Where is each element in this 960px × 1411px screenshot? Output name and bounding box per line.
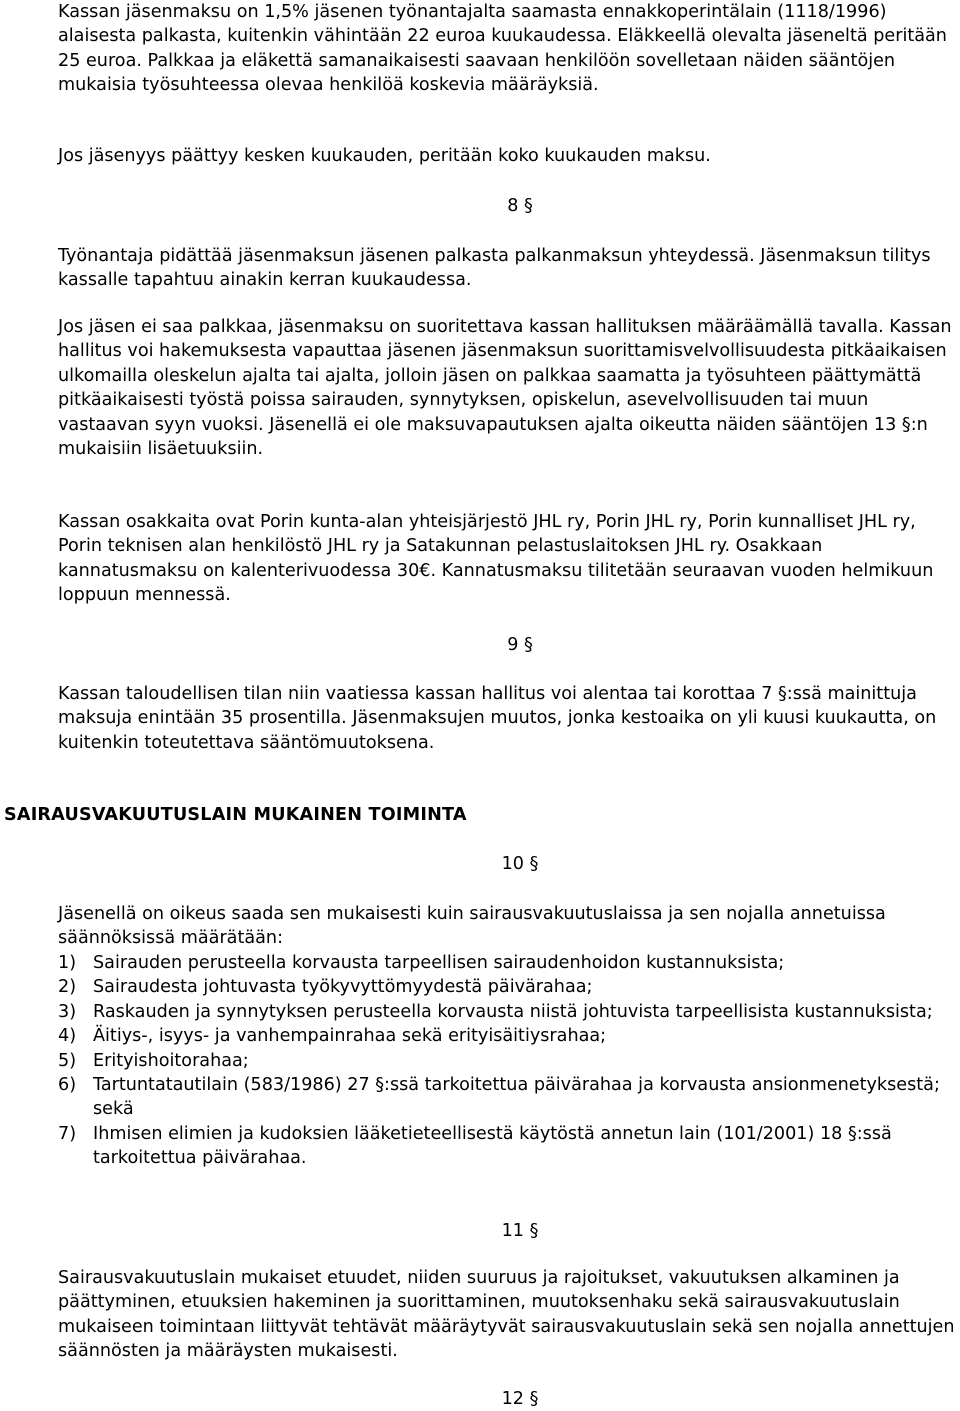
section-heading-11: 11 § — [501, 1221, 539, 1241]
list-item — [58, 951, 958, 975]
paragraph-shareholders: Kassan osakkaita ovat Porin kunta-alan yhteisjärjestö JHL ry, Porin JHL ry, Porin kunnalliset JHL ry, Porin teknisen alan henkilöstö JHL ry ja Satakunnan pelastuslaitoksen JHL ry. Osakkaan kannatusmaksu on kalenterivuodessa 30€. Kannatusmaksu tilitetään seuraavan vuoden helmikuun loppuun mennessä. — [58, 512, 934, 606]
list-item-text: Ihmisen elimien ja kudoksien lääketieteellisestä käytöstä annetun lain (101/2001) 18 §:ssä tarkoitettua päivärahaa. — [93, 1123, 892, 1169]
paragraph-benefits-law: Sairausvakuutuslain mukaiset etuudet, niiden suuruus ja rajoitukset, vakuutuksen alkaminen ja päättyminen, etuuksien hakeminen ja suorittaminen, muutoksenhaku sekä sairausvakuutuslain mukaiseen toimintaan liittyvät tehtävät määräytyvät sairausvakuutuslain sekä sen nojalla annettujen säännösten ja määräysten mukaisesti. — [58, 1268, 955, 1362]
list-item-number: 1) — [58, 953, 77, 973]
list-item-number: 2) — [58, 977, 77, 998]
paragraph-member-rights: Jäsenellä on oikeus saada sen mukaisesti kuin sairausvakuutuslaissa ja sen nojalla annetuissa säännöksissä määrätään: — [58, 904, 886, 949]
list-item-text: Raskauden ja synnytyksen perusteella korvausta niistä johtuvista tarpeellisista kustannuksista; — [93, 1001, 933, 1022]
section-heading-12: 12 § — [501, 1389, 539, 1409]
list-item-text: Äitiys-, isyys- ja vanhempainrahaa sekä erityisäitiysrahaa; — [93, 1026, 607, 1047]
paragraph-fee-adjustment: Kassan taloudellisen tilan niin vaatiessa kassan hallitus voi alentaa tai korottaa 7 §:ssä mainittuja maksuja enintään 35 prosentilla. Jäsenmaksujen muutos, jonka kestoaika on yli kuusi kuukautta, on kuitenkin toteutettava sääntömuutoksena. — [58, 684, 937, 753]
section-title: SAIRAUSVAKUUTUSLAIN MUKAINEN TOIMINTA — [4, 805, 467, 825]
list-item-number: 4) — [58, 1026, 77, 1047]
list-item — [58, 975, 958, 999]
list-item-number: 6) — [58, 1075, 77, 1096]
list-item — [58, 1049, 958, 1073]
list-item — [58, 1000, 958, 1024]
section-heading-9: 9 § — [507, 635, 533, 655]
list-item — [58, 1122, 958, 1171]
list-item-text: Sairauden perusteella korvausta tarpeellisen sairaudenhoidon kustannuksista; — [93, 953, 785, 973]
section-heading-10: 10 § — [501, 854, 539, 874]
list-item — [58, 1024, 958, 1048]
list-item-number: 5) — [58, 1050, 77, 1071]
list-item — [58, 1073, 958, 1122]
benefits-list — [58, 951, 958, 1171]
list-item-number: 7) — [58, 1123, 77, 1144]
list-item-text: Sairaudesta johtuvasta työkyvyttömyydestä päivärahaa; — [93, 977, 593, 998]
section-heading-8: 8 § — [507, 196, 533, 216]
paragraph-membership-end: Jos jäsenyys päättyy kesken kuukauden, peritään koko kuukauden maksu. — [58, 146, 711, 166]
paragraph-fee-exemption: Jos jäsen ei saa palkkaa, jäsenmaksu on suoritettava kassan hallituksen määräämällä tavalla. Kassan hallitus voi hakemuksesta vapauttaa jäsenen jäsenmaksun suorittamisvelvollisuudesta pitkäaikaisen ulkomailla oleskelun ajalta tai ajalta, jolloin jäsen on palkkaa saamatta ja työsuhteen päättymättä pitkäaikaisesti työstä poissa sairauden, synnytyksen, opiskelun, asevelvollisuuden tai muun vastaavan syyn vuoksi. Jäsenellä ei ole maksuvapautuksen ajalta oikeutta näiden sääntöjen 13 §:n mukaisiin lisäetuuksiin. — [58, 317, 952, 460]
list-item-text: Erityishoitorahaa; — [93, 1050, 249, 1071]
list-item-text: Tartuntatautilain (583/1986) 27 §:ssä tarkoitettua päivärahaa ja korvausta ansionmenetyksestä; sekä — [93, 1075, 940, 1120]
paragraph-membership-fee: Kassan jäsenmaksu on 1,5% jäsenen työnantajalta saamasta ennakkoperintälain (1118/1996) alaisesta palkasta, kuitenkin vähintään 22 euroa kuukaudessa. Eläkkeellä olevalta jäseneltä peritään 25 euroa. Palkkaa ja eläkettä samanaikaisesti saavaan henkilöön sovelletaan näiden sääntöjen mukaisia työsuhteessa olevaa henkilöä koskevia määräyksiä. — [58, 2, 947, 96]
paragraph-employer-deduction: Työnantaja pidättää jäsenmaksun jäsenen palkasta palkanmaksun yhteydessä. Jäsenmaksun tilitys kassalle tapahtuu ainakin kerran kuukaudessa. — [58, 246, 931, 291]
list-item-number: 3) — [58, 1001, 77, 1022]
